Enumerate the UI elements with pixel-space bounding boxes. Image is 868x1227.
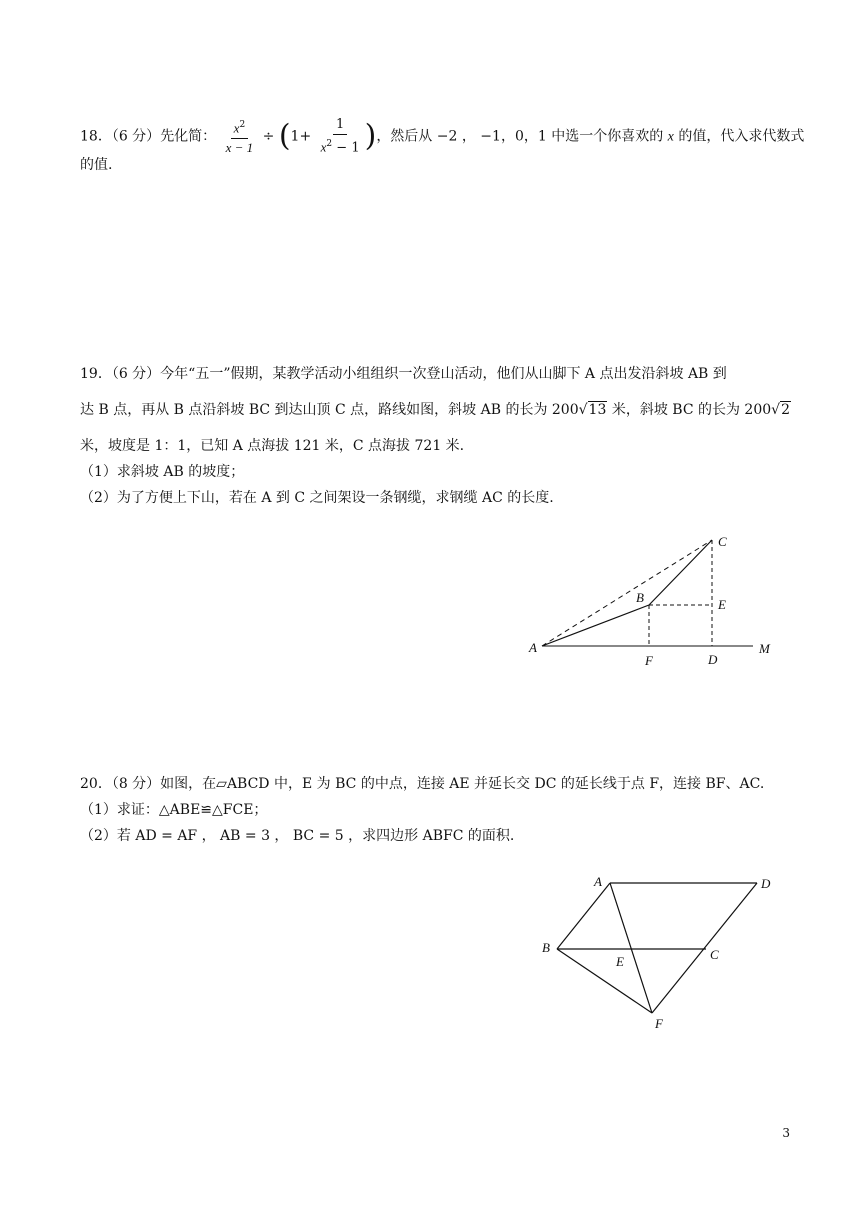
- cable-AC: [542, 540, 712, 646]
- problem-18-after: ，然后从 −2 ， −1，0，1 中选一个你喜欢的: [376, 128, 664, 145]
- label-E: E: [718, 597, 726, 612]
- one-plus: 1+: [290, 128, 312, 145]
- label-D: D: [708, 652, 718, 667]
- problem-18-verb: 先化简：: [160, 128, 217, 145]
- problem-18-after2: 的值，代入求代数式: [673, 128, 805, 145]
- problem-18-number: 18．: [80, 128, 112, 145]
- label-D: D: [761, 876, 771, 891]
- label-C: C: [718, 534, 727, 549]
- segment-AF: [610, 883, 652, 1013]
- side-DF: [652, 883, 757, 1013]
- problem-20-question-1: （1）求证：△ABE≌△FCE；: [80, 802, 268, 818]
- label-F: F: [655, 1016, 663, 1031]
- division-sign: ÷: [262, 128, 275, 145]
- parallelogram-diagram: [530, 868, 790, 1038]
- fraction-x-squared-over-x-minus-1: $\frac{x^2}{x - 1}$: [223, 117, 257, 156]
- problem-19-question-1: （1）求斜坡 AB 的坡度；: [80, 464, 245, 480]
- page-number: 3: [782, 1126, 790, 1140]
- label-A: A: [594, 874, 602, 889]
- label-A: A: [529, 640, 537, 655]
- label-E: E: [616, 954, 624, 969]
- slope-AB: [542, 605, 649, 646]
- problem-19-line-2: 达 B 点，再从 B 点沿斜坡 BC 到达山顶 C 点，路线如图，斜坡 AB 的长为 200√13 米，斜坡 BC 的长为 200√2: [80, 402, 791, 418]
- label-B: B: [542, 940, 550, 955]
- slope-diagram: [520, 528, 790, 678]
- sqrt-2: 2: [781, 402, 791, 418]
- segment-BF: [557, 949, 652, 1013]
- problem-20-line-1: 20．（8 分）如图，在▱ABCD 中，E 为 BC 的中点，连接 AE 并延长交 DC 的延长线于点 F，连接 BF、AC.: [80, 776, 765, 792]
- label-F: F: [645, 653, 653, 668]
- problem-20-question-2: （2）若 AD = AF ， AB = 3 ， BC = 5 ，求四边形 ABFC 的面积.: [80, 828, 515, 844]
- slope-BC: [649, 540, 712, 605]
- label-C: C: [710, 947, 719, 962]
- var-x: x: [667, 129, 674, 145]
- problem-19-line-1: 19．（6 分）今年“五一”假期，某教学活动小组组织一次登山活动，他们从山脚下 A 点出发沿斜坡 AB 到: [80, 366, 727, 382]
- fraction-1-over-x-squared-minus-1: $\frac{1}{x^2 - 1}$: [320, 117, 360, 156]
- label-M: M: [759, 641, 770, 656]
- problem-18-line-1: 18．（6 分）先化简： $\frac{x^2}{x - 1}$ ÷ (1+ $\frac{1}{x^2 - 1}$ )，然后从 −2 ， −1，0，1 中选一个你喜欢的 x 的值，代入求代数式: [80, 117, 805, 156]
- problem-19-line-3: 米，坡度是 1：1，已知 A 点海拔 121 米，C 点海拔 721 米.: [80, 438, 465, 454]
- side-AB: [557, 883, 610, 949]
- sqrt-13: 13: [588, 402, 607, 418]
- problem-19-question-2: （2）为了方便上下山，若在 A 到 C 之间架设一条钢缆，求钢缆 AC 的长度.: [80, 490, 554, 506]
- label-B: B: [636, 590, 644, 605]
- problem-18-points: （6 分）: [111, 128, 161, 145]
- problem-18-line-2: 的值.: [80, 157, 113, 173]
